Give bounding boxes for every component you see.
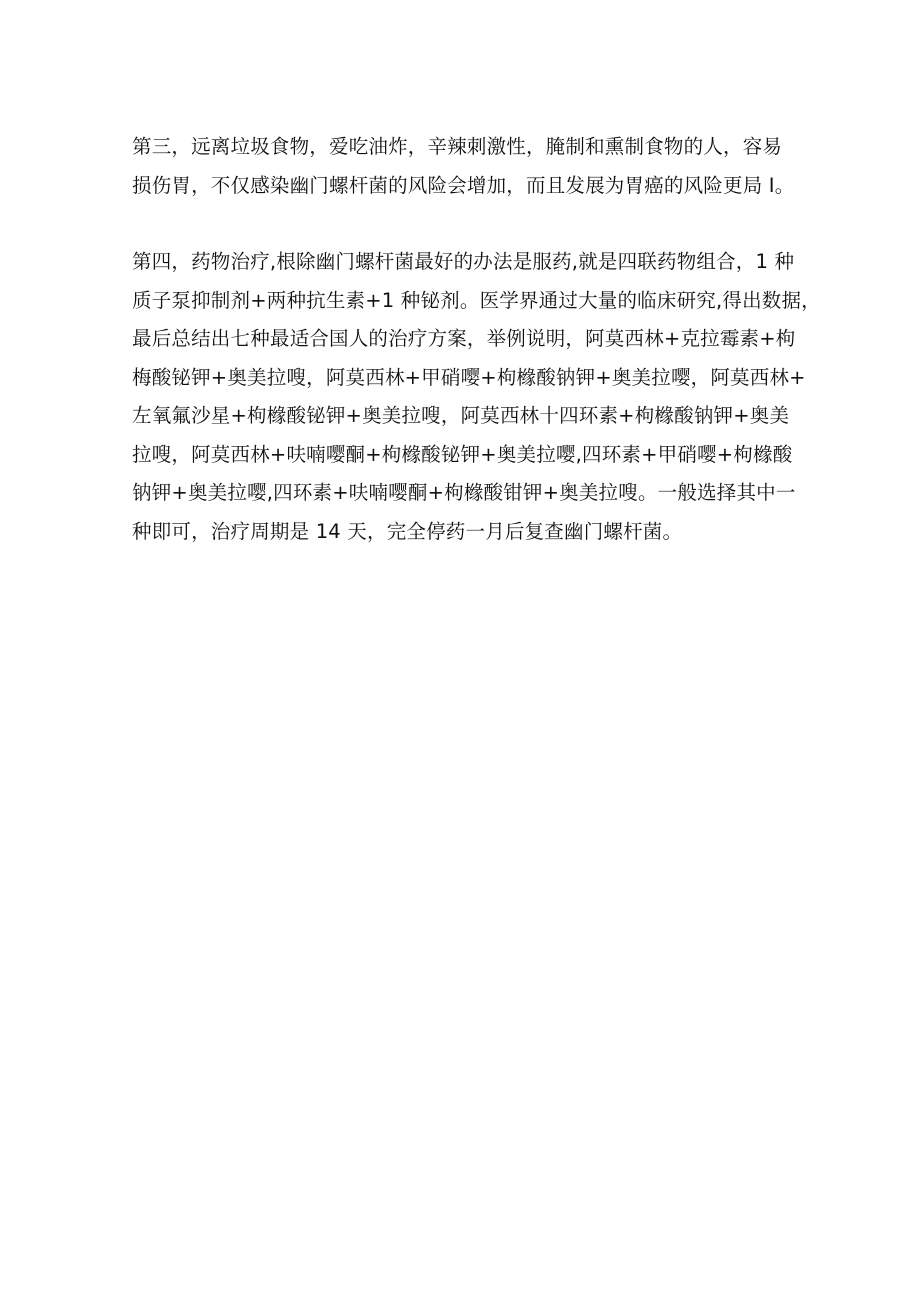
text-line: 第四，药物治疗,根除幽门螺杆菌最好的办法是服药,就是四联药物组合，1 种 xyxy=(132,250,795,273)
text-line: 最后总结出七种最适合国人的治疗方案，举例说明，阿莫西林+克拉霉素+枸 xyxy=(132,327,796,350)
text-line: 种即可，治疗周期是 14 天，完全停药一月后复查幽门螺杆菌。 xyxy=(132,519,683,543)
text-line: 拉嗖，阿莫西林+呋喃嘤酮+枸橼酸铋钾+奥美拉嘤,四环素+甲硝嘤+枸橼酸 xyxy=(132,442,793,466)
document-body xyxy=(132,128,821,551)
text-line: 第三，远离垃圾食物，爱吃油炸，辛辣刺激性，腌制和熏制食物的人，容易 xyxy=(132,135,783,158)
text-line: 左氧氟沙星+枸橼酸铋钾+奥美拉嗖，阿莫西林十四环素+枸橼酸钠钾+奥美 xyxy=(132,404,790,427)
text-line: 梅酸铋钾+奥美拉嗖，阿莫西林+甲硝嘤+枸橼酸钠钾+奥美拉嘤，阿莫西林+ xyxy=(132,365,806,389)
text-line: 质子泵抑制剂+两种抗生素+1 种铋剂。医学界通过大量的临床研究,得出数据， xyxy=(132,288,821,312)
text-line: 钠钾+奥美拉嘤,四环素+呋喃嘤酮+枸橼酸钳钾+奥美拉嗖。一般选择其中一 xyxy=(132,481,796,504)
text-line: 损伤胃，不仅感染幽门螺杆菌的风险会增加，而且发展为胃癌的风险更局 I。 xyxy=(132,173,795,197)
paragraph-diet-advice xyxy=(132,128,807,205)
paragraph-drug-treatment xyxy=(132,243,821,551)
